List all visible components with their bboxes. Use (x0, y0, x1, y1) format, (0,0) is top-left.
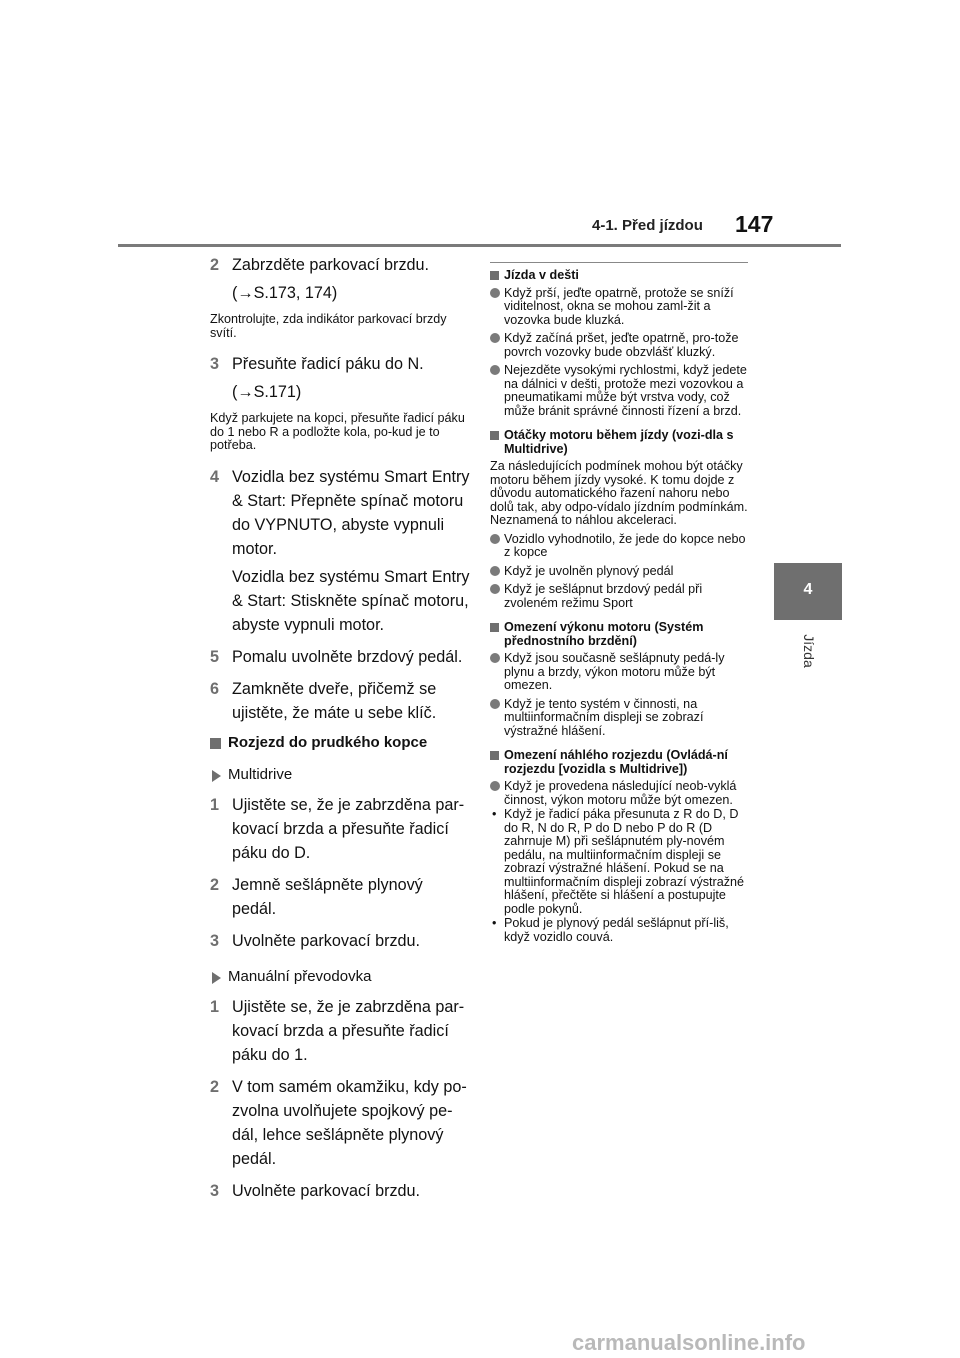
step-number: 2 (210, 256, 220, 274)
triangle-icon (212, 770, 221, 782)
list-item-text: Vozidlo vyhodnotilo, že jede do kopce nebo z kopce (504, 531, 746, 559)
bullet-dot-icon (490, 699, 500, 709)
bullet-dot-icon (490, 333, 500, 343)
step-text: Uvolněte parkovací brzdu. (232, 931, 421, 950)
list-item (490, 652, 755, 693)
list-item-text: Když jsou současně sešlápnuty pedá-ly plynu a brzdy, výkon motoru může být omezen. (504, 651, 725, 692)
chapter-number: 4 (803, 581, 813, 598)
right-column (490, 262, 755, 945)
sub-list-item (490, 917, 755, 944)
list-item-text: Nejezděte vysokými rychlostmi, když jedete na dálnici v dešti, protože mezi vozovkou a pneumatikami může být vrstva vody, což může bránit správné činnosti řízení a brzd. (504, 363, 747, 418)
step-text: Jemně sešlápněte plynový pedál. (232, 875, 423, 918)
sub-item-text: Pokud je plynový pedál sešlápnut pří-liš, když vozidlo couvá. (504, 916, 729, 944)
page-reference: (→S.173, 174) (232, 284, 338, 302)
step-number: 3 (210, 355, 220, 373)
step-5 (210, 645, 470, 669)
list-item (490, 565, 755, 579)
bullet-dot-icon (490, 584, 500, 594)
multidrive-step-1 (210, 793, 470, 865)
step-number: 6 (210, 679, 220, 698)
bullet-mark-icon: • (492, 807, 497, 821)
step-number: 2 (210, 1077, 220, 1096)
step-2 (210, 253, 470, 305)
sub-list-item (490, 808, 755, 916)
square-bullet-icon (210, 738, 221, 749)
bullet-dot-icon (490, 365, 500, 375)
chapter-label (800, 633, 818, 673)
list-item-text: Když začíná pršet, jeďte opatrně, pro-tože povrch vozovky bude obzvlášť kluzký. (504, 331, 739, 359)
section-title: 4-1. Před jízdou (592, 217, 703, 234)
heading-text: Omezení výkonu motoru (Systém přednostního brzdění) (504, 620, 704, 648)
list-item (490, 287, 755, 328)
step-number: 3 (210, 931, 220, 950)
square-bullet-icon (490, 431, 499, 440)
sub-item-text: Když je řadicí páka přesunuta z R do D, D do R, N do R, P do D nebo P do R (D zahrnuje M) při sešlápnutém ply-novém pedálu, na multiinformačním displeji se zobrazí výstražné hlášení. Pokud se na multiinformačním displeji zobrazí výstražné hlášení, přečtěte si hlášení a postupujte podle pokynů. (504, 807, 745, 916)
step-number: 1 (210, 997, 220, 1016)
step-text: Přesuňte řadicí páku do N. (232, 355, 424, 373)
step-text: Ujistěte se, že je zabrzděna par-kovací brzda a přesuňte řadicí páku do D. (232, 795, 465, 862)
page-number: 147 (735, 211, 774, 237)
bullet-mark-icon: • (492, 916, 497, 930)
multidrive-step-3 (210, 929, 470, 953)
step-text: V tom samém okamžiku, kdy po-zvolna uvolňujete spojkový pe-dál, lehce sešlápněte plynový pedál. (232, 1077, 467, 1168)
step-6 (210, 677, 470, 725)
list-item (490, 583, 755, 610)
manual-step-1 (210, 995, 470, 1067)
step-number: 4 (210, 467, 220, 486)
chapter-tab (774, 563, 842, 620)
list-item-text: Když je sešlápnut brzdový pedál při zvoleném režimu Sport (504, 582, 703, 610)
bullet-dot-icon (490, 653, 500, 663)
limit-heading (490, 621, 755, 648)
manual-subheading (210, 967, 470, 987)
list-item-text: Když je tento systém v činnosti, na multiinformačním displeji se zobrazí výstražné hlášení. (504, 696, 704, 738)
square-bullet-icon (490, 271, 499, 280)
left-column (210, 253, 470, 1211)
bullet-dot-icon (490, 534, 500, 544)
list-item (490, 364, 755, 418)
step-text: Uvolněte parkovací brzdu. (232, 1181, 421, 1200)
chapter-label-text: Jízda (801, 634, 817, 668)
subheading-text: Manuální převodovka (228, 967, 372, 985)
step-number: 5 (210, 647, 220, 666)
step-text: Ujistěte se, že je zabrzděna par-kovací brzda a přesuňte řadicí páku do 1. (232, 997, 465, 1064)
watermark: carmanualsonline.info (572, 1330, 806, 1355)
multidrive-subheading (210, 765, 470, 785)
step-note: Zkontrolujte, zda indikátor parkovací brzdy svítí. (210, 312, 447, 340)
square-bullet-icon (490, 623, 499, 632)
list-item (490, 332, 755, 359)
list-item (490, 780, 755, 807)
header-divider (118, 244, 841, 247)
step-number: 3 (210, 1181, 220, 1200)
step-text: Zamkněte dveře, přičemž se ujistěte, že máte u sebe klíč. (232, 679, 437, 722)
heading-text: Jízda v dešti (504, 268, 579, 282)
step-text: Vozidla bez systému Smart Entry & Start: Přepněte spínač motoru do VYPNUTO, abyste vypnuli motor. (232, 467, 470, 558)
square-bullet-icon (490, 751, 499, 760)
bullet-dot-icon (490, 288, 500, 298)
list-item (490, 698, 755, 739)
rpm-paragraph: Za následujících podmínek mohou být otáčky motoru během jízdy vysoké. K tomu dojde z důvodu automatického řazení nahoru nebo dolů tak, aby odpo-vídalo jízdním podmínkám. Neznamená to náhlou akceleraci. (490, 459, 748, 527)
section-heading (210, 733, 470, 753)
list-item (490, 533, 755, 560)
step-note: Když parkujete na kopci, přesuňte řadicí páku do 1 nebo R a podložte kola, po-kud je to potřeba. (210, 411, 465, 452)
step-text: Pomalu uvolněte brzdový pedál. (232, 647, 463, 666)
rain-heading (490, 269, 755, 283)
page-reference: (→S.171) (232, 383, 302, 401)
heading-text: Omezení náhlého rozjezdu (Ovládá-ní rozjezdu [vozidla s Multidrive]) (504, 748, 728, 776)
step-4 (210, 465, 470, 637)
step-number: 1 (210, 795, 220, 814)
manual-step-3 (210, 1179, 470, 1203)
heading-text: Otáčky motoru během jízdy (vozi-dla s Multidrive) (504, 428, 734, 456)
manual-step-2 (210, 1075, 470, 1171)
bullet-dot-icon (490, 781, 500, 791)
list-item-text: Když je provedena následující neob-vyklá činnost, výkon motoru může být omezen. (504, 779, 737, 807)
list-item-text: Když prší, jeďte opatrně, protože se sníží viditelnost, okna se mohou zaml-žit a vozovka bude kluzká. (504, 285, 734, 327)
list-item-text: Když je uvolněn plynový pedál (504, 563, 674, 578)
step-text: Zabrzděte parkovací brzdu. (232, 256, 430, 274)
sudden-start-heading (490, 749, 755, 776)
bullet-dot-icon (490, 566, 500, 576)
step-3 (210, 352, 470, 404)
heading-text: Rozjezd do prudkého kopce (228, 733, 428, 751)
rpm-heading (490, 429, 755, 456)
triangle-icon (212, 972, 221, 984)
step-number: 2 (210, 875, 220, 894)
multidrive-step-2 (210, 873, 470, 921)
column-divider (490, 262, 748, 263)
subheading-text: Multidrive (228, 765, 293, 783)
step-text-alt: Vozidla bez systému Smart Entry & Start: Stiskněte spínač motoru, abyste vypnuli motor. (232, 567, 470, 634)
